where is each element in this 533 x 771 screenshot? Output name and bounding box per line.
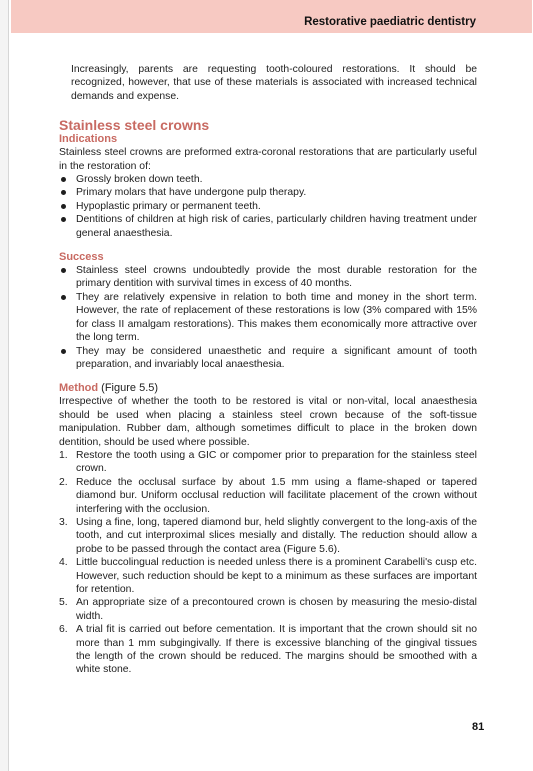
indications-text: Stainless steel crowns are preformed extra-coronal restorations that are particularly useful in the restoration of: (59, 147, 477, 172)
success-heading: Success (59, 251, 104, 264)
step-number: 3. (59, 516, 68, 528)
list-item (59, 596, 477, 623)
step-number: 5. (59, 597, 68, 609)
method-steps (59, 449, 477, 677)
list-item (59, 476, 477, 516)
step-number: 1. (59, 449, 68, 461)
intro-paragraph: Increasingly, parents are requesting tooth-coloured restorations. It should be recognized, however, that use of these materials is associated with increased technical demands and expense. (71, 64, 477, 102)
list-item (59, 516, 477, 556)
page-body (59, 63, 477, 677)
list-item (59, 449, 477, 476)
list-item: Stainless steel crowns undoubtedly provide the most durable restoration for the primary dentition with survival times in excess of 40 months. (59, 264, 477, 291)
list-item (59, 556, 477, 596)
list-item: Hypoplastic primary or permanent teeth. (59, 200, 477, 213)
bullet-icon (61, 295, 66, 300)
step-text: Little buccolingual reduction is needed unless there is a prominent Carabelli's cusp etc. However, such reduction should be kept to a minimum as these surfaces are important for retention. (76, 557, 477, 595)
step-text: Using a fine, long, tapered diamond bur, held slightly convergent to the long-axis of the tooth, and cut interproximal slices mesially and distally. The reduction should allow a probe to be passed through the contact area (Figure 5.6). (76, 516, 477, 555)
list-item: Grossly broken down teeth. (59, 173, 477, 186)
step-text: A trial fit is carried out before cementation. It is important that the crown should sit no more than 1 mm subgingivally. If there is excessive blanching of the gingival tissues the length of the crown should be reduced. The margins should be smoothed with a white stone. (76, 624, 477, 676)
indications-list (59, 173, 477, 240)
step-number: 2. (59, 476, 68, 488)
bullet-icon (61, 190, 66, 195)
step-text: An appropriate size of a precontoured crown is chosen by measuring the mesio-distal width. (76, 597, 477, 622)
step-number: 6. (59, 624, 68, 636)
list-item: Dentitions of children at high risk of caries, particularly children having treatment under general anaesthesia. (59, 213, 477, 240)
section-title: Stainless steel crowns (59, 117, 210, 134)
running-header (11, 0, 532, 33)
bullet-icon (61, 177, 66, 182)
list-item (59, 623, 477, 677)
bullet-icon (61, 268, 66, 273)
step-text: Reduce the occlusal surface by about 1.5 mm using a flame-shaped or tapered diamond bur. Uniform occlusal reduction will facilitate placement of the crown without interfering with the occlusion. (76, 476, 477, 515)
running-header-title: Restorative paediatric dentistry (304, 16, 476, 28)
method-heading-label: Method (59, 382, 99, 395)
list-item: They may be considered unaesthetic and require a significant amount of tooth preparation, and invariably local anaesthesia. (59, 345, 477, 372)
bullet-icon (61, 349, 66, 354)
step-number: 4. (59, 557, 68, 569)
list-item: They are relatively expensive in relation to both time and money in the short term. However, the rate of replacement of these restorations is low (3% compared with 15% for class II amalgam restorations). This makes them economically more attractive over the long term. (59, 291, 477, 345)
method-text: Irrespective of whether the tooth to be restored is vital or non-vital, local anaesthesia should be used when placing a stainless steel crown because of the soft-tissue manipulation. Rubber dam, although sometimes difficult to place in the broken down dentition, should be used where possible. (59, 396, 477, 448)
step-text: Restore the tooth using a GIC or compomer prior to preparation for the stainless steel crown. (76, 449, 477, 475)
method-figure-ref: (Figure 5.5) (101, 382, 159, 395)
bullet-icon (61, 217, 66, 222)
method-heading (59, 382, 477, 395)
list-item: Primary molars that have undergone pulp therapy. (59, 186, 477, 199)
success-list (59, 264, 477, 371)
bullet-icon (61, 204, 66, 209)
indications-heading: Indications (59, 133, 118, 146)
page-number: 81 (472, 721, 485, 733)
book-page (8, 0, 533, 771)
